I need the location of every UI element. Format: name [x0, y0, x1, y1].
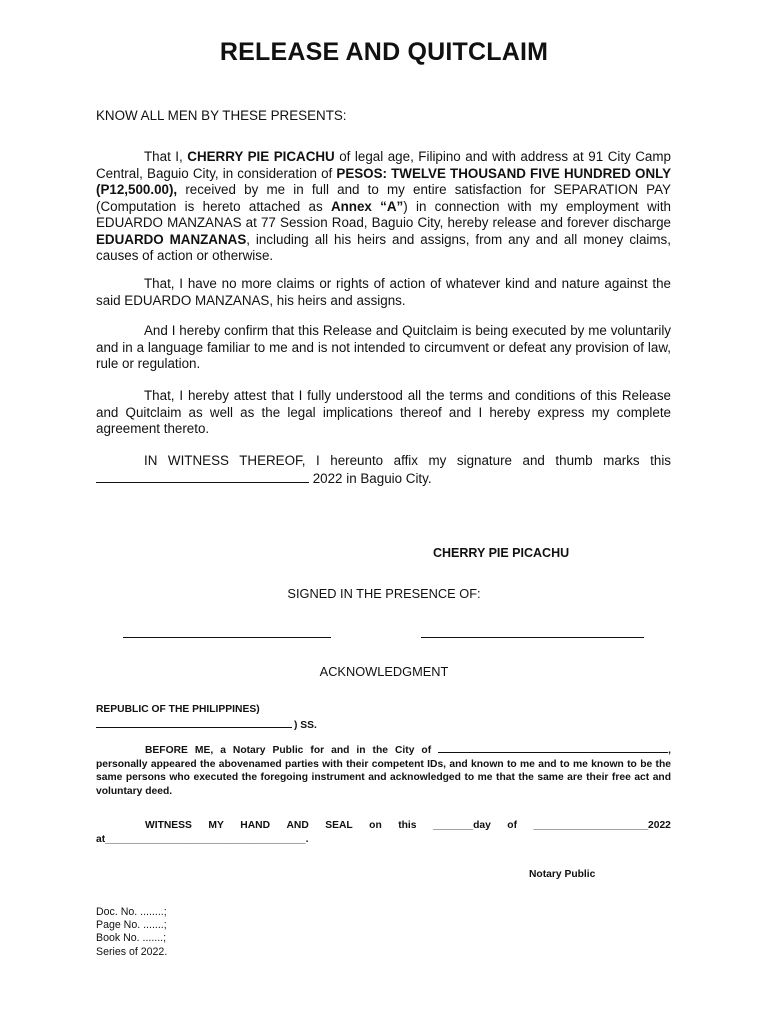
book-number: Book No. .......;	[96, 932, 167, 945]
year-blank: ____________________2022	[533, 820, 671, 831]
witness-line-1	[96, 819, 671, 833]
employer-name: EDUARDO MANZANAS	[96, 231, 247, 247]
p1-text-4: ) in connection with my employment with EDUARDO MANZANAS at 77 Session Road, Baguio City, hereby release and forever discharge	[96, 198, 671, 230]
notary-text-1: BEFORE ME, a Notary Public for and in the City of	[145, 745, 439, 756]
witness-thereof-paragraph	[96, 453, 671, 487]
consideration-amount: PESOS: TWELVE THOUSAND FIVE HUNDRED ONLY (P12,500.00),	[96, 165, 671, 197]
notary-city-blank	[438, 742, 668, 753]
republic-line: REPUBLIC OF THE PHILIPPINES)	[96, 704, 260, 715]
witness-word: this	[398, 820, 417, 831]
witness-signature-line-right	[421, 637, 644, 638]
notary-public-label: Notary Public	[529, 869, 596, 880]
date-blank	[96, 470, 309, 483]
p1-text-3: received by me in full and to my entire satisfaction for SEPARATION PAY (Computation is hereto attached as	[96, 182, 671, 214]
voluntary-paragraph: And I hereby confirm that this Release and Quitclaim is being executed by me voluntarily and in a language familiar to me and is not intended to circumvent or defeat any provision of law, rule or regulation.	[96, 323, 671, 371]
witness-word: AND	[286, 820, 309, 831]
witness-word: SEAL	[325, 820, 353, 831]
signer-name: CHERRY PIE PICACHU	[433, 546, 570, 560]
p5-text-1: IN WITNESS THEREOF, I hereunto affix my signature and thumb marks this	[144, 453, 671, 468]
witness-word: of	[507, 820, 517, 831]
no-claims-paragraph: That, I have no more claims or rights of action of whatever kind and nature against the said EDUARDO MANZANAS, his heirs and assigns.	[96, 276, 671, 308]
notary-paragraph	[96, 742, 671, 798]
p1-text-2: of legal age, Filipino and with address at 91 City Camp Central, Baguio City, in consideration of	[96, 149, 671, 181]
at-label: at	[96, 834, 106, 845]
attestation-paragraph: That, I hereby attest that I fully understood all the terms and conditions of this Release and Quitclaim as well as the legal implications thereof and I hereby express my complete agreement thereto.	[96, 388, 671, 436]
releasor-name: CHERRY PIE PICACHU	[187, 149, 335, 164]
at-blank: ___________________________________.	[105, 834, 309, 845]
witness-word: WITNESS	[145, 820, 192, 831]
city-blank	[96, 717, 292, 728]
witness-word: MY	[208, 820, 224, 831]
page-number: Page No. .......;	[96, 919, 167, 932]
ss-line	[96, 717, 317, 731]
p5-text-2: 2022 in Baguio City.	[309, 470, 432, 486]
series-year: Series of 2022.	[96, 945, 168, 958]
acknowledgment-heading: ACKNOWLEDGMENT	[319, 664, 449, 679]
annex-reference: Annex “A”	[330, 198, 404, 214]
p1-text-1: That I,	[144, 149, 188, 164]
document-title: RELEASE AND QUITCLAIM	[219, 38, 549, 66]
doc-info-list	[96, 906, 167, 959]
p1-text-5: , including all his heirs and assigns, from any and all money claims, causes of action or otherwise.	[96, 231, 671, 263]
witness-hand-seal	[96, 819, 671, 847]
consideration-paragraph	[96, 149, 671, 265]
witness-word: on	[369, 820, 382, 831]
witness-signature-line-left	[123, 637, 331, 638]
witness-word: HAND	[240, 820, 271, 831]
ss-text: ) SS.	[294, 720, 317, 731]
doc-number: Doc. No. ........;	[96, 906, 167, 918]
witness-line-2	[96, 833, 671, 847]
opening-line: KNOW ALL MEN BY THESE PRESENTS:	[96, 108, 347, 123]
signed-presence-heading: SIGNED IN THE PRESENCE OF:	[287, 586, 481, 601]
day-blank: _______day	[432, 820, 491, 831]
notary-text-2: , personally appeared the abovenamed parties with their competent IDs, and known to me and to me known to be the same persons who executed the foregoing instrument and acknowledged to me that the same are their free act and voluntary deed.	[96, 745, 671, 797]
